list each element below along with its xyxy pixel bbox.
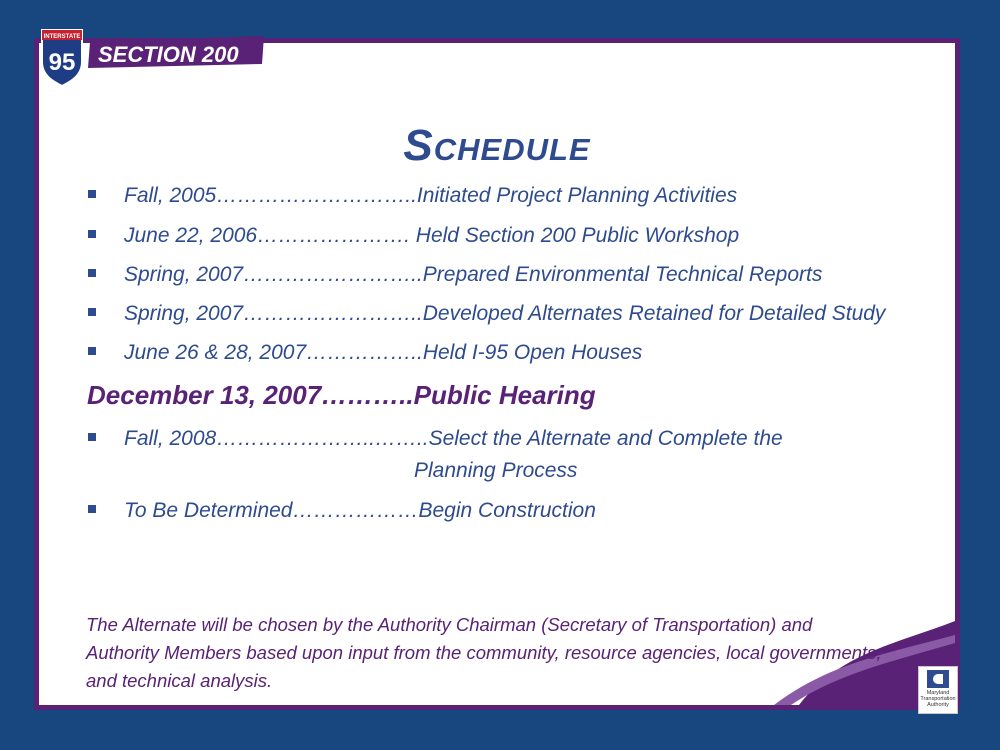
item-date: Spring, 2007 bbox=[124, 263, 244, 286]
item-leader-dots: …………………..…….. bbox=[216, 427, 429, 450]
item-leader-dots: ……………… bbox=[292, 499, 419, 522]
item-continuation: Planning Process bbox=[414, 459, 578, 482]
bullet-icon bbox=[88, 269, 96, 277]
interstate-shield-icon bbox=[36, 28, 266, 88]
item-leader-dots: …………….. bbox=[306, 341, 423, 364]
footnote: The Alternate will be chosen by the Authority Chairman (Secretary of Transportation) and Authority Members based upon input from the community, resource agencies, local governments, and technical analysis. bbox=[86, 613, 882, 691]
item-leader-dots: …………………….. bbox=[243, 263, 423, 286]
schedule-item bbox=[88, 427, 783, 482]
bullet-icon bbox=[88, 308, 96, 316]
schedule-item bbox=[88, 263, 822, 287]
item-date: June 26 & 28, 2007 bbox=[124, 341, 307, 364]
svg-text:SECTION 200: SECTION 200 bbox=[98, 42, 239, 67]
highlight-text: Public Hearing bbox=[413, 380, 596, 410]
schedule-item bbox=[88, 184, 737, 208]
bullet-icon bbox=[88, 190, 96, 198]
public-hearing-highlight bbox=[87, 380, 596, 411]
item-text: Begin Construction bbox=[418, 499, 596, 522]
item-text: Prepared Environmental Technical Reports bbox=[422, 263, 823, 286]
bullet-icon bbox=[88, 347, 96, 355]
item-text: Developed Alternates Retained for Detailed Study bbox=[422, 302, 886, 325]
item-leader-dots: …………………….. bbox=[243, 302, 423, 325]
item-leader-dots: …………………. bbox=[257, 224, 416, 247]
maryland-transportation-authority-logo: Maryland Transportation Authority bbox=[918, 666, 958, 714]
item-text: Initiated Project Planning Activities bbox=[416, 184, 738, 207]
schedule-item bbox=[88, 341, 642, 365]
item-date: June 22, 2006 bbox=[124, 224, 258, 247]
schedule-item bbox=[88, 224, 739, 248]
item-date: Fall, 2005 bbox=[124, 184, 217, 207]
item-date: To Be Determined bbox=[124, 499, 293, 522]
highlight-date: December 13, 2007 bbox=[87, 380, 322, 410]
item-text: Held Section 200 Public Workshop bbox=[415, 224, 740, 247]
svg-text:95: 95 bbox=[48, 49, 76, 76]
svg-text:INTERSTATE: INTERSTATE bbox=[43, 34, 81, 40]
i95-section-200-logo bbox=[36, 28, 266, 93]
item-leader-dots: ……………………….. bbox=[216, 184, 417, 207]
item-text: Select the Alternate and Complete the bbox=[428, 427, 783, 450]
item-date: Spring, 2007 bbox=[124, 302, 244, 325]
highlight-leader-dots: ……….. bbox=[321, 380, 414, 410]
item-date: Fall, 2008 bbox=[124, 427, 217, 450]
page-title: Schedule bbox=[403, 121, 591, 170]
bullet-icon bbox=[88, 433, 96, 441]
bullet-icon bbox=[88, 230, 96, 238]
item-text: Held I-95 Open Houses bbox=[422, 341, 643, 364]
slide-panel bbox=[34, 38, 960, 710]
bullet-icon bbox=[88, 505, 96, 513]
mta-emblem-icon bbox=[927, 670, 949, 688]
schedule-item bbox=[88, 302, 885, 326]
schedule-item bbox=[88, 499, 596, 523]
